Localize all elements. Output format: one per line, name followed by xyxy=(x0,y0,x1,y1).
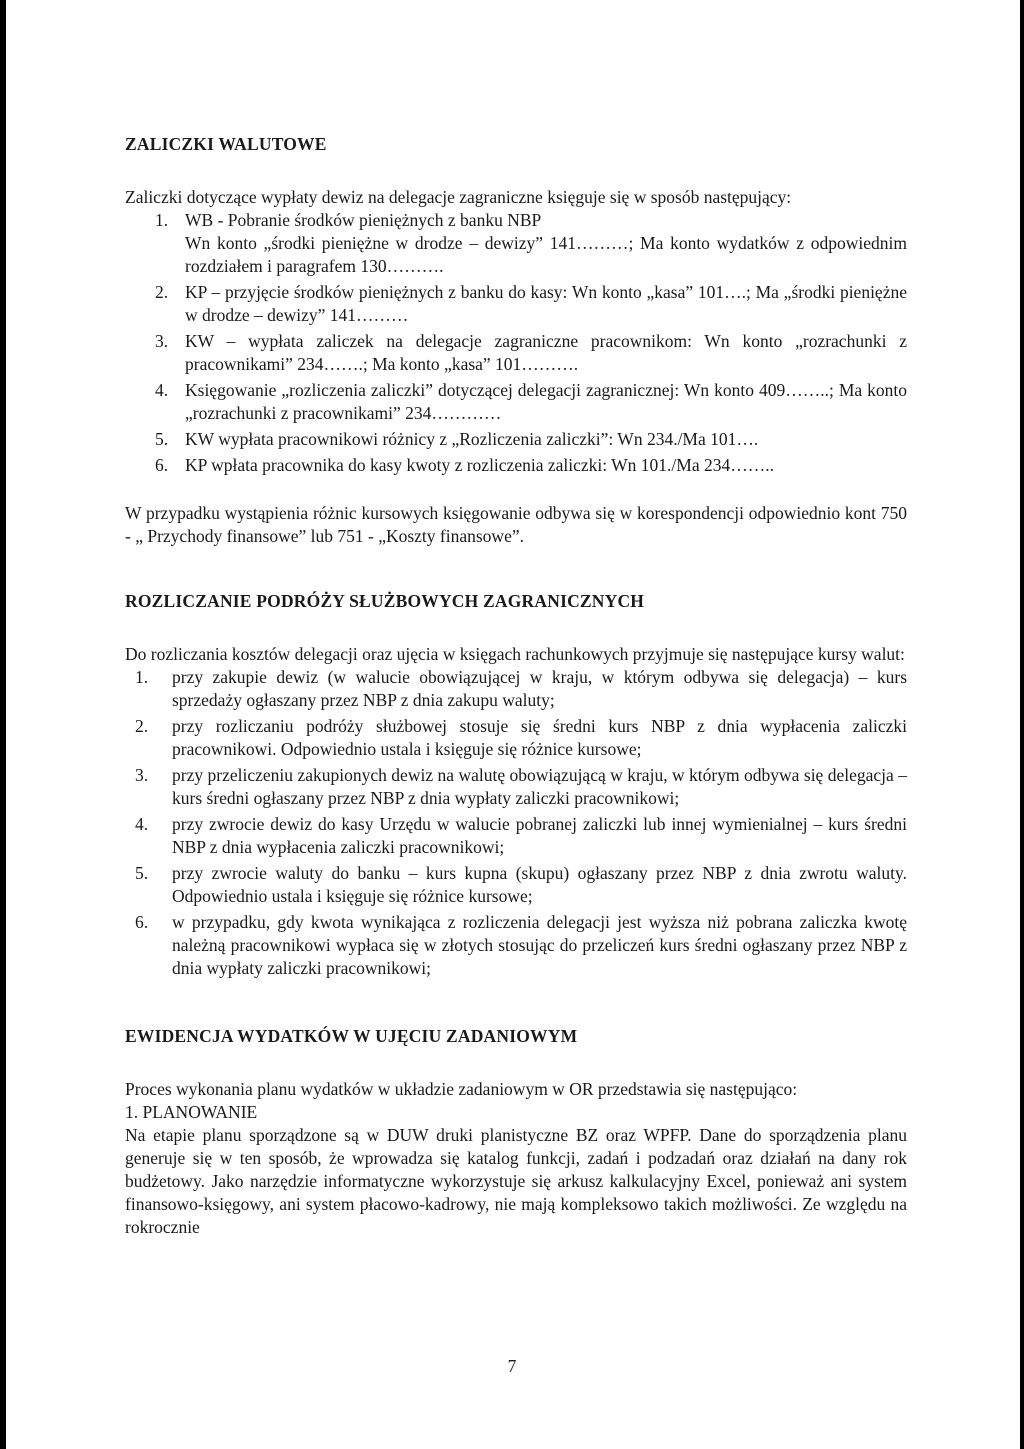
list-item: 6. w przypadku, gdy kwota wynikająca z rozliczenia delegacji jest wyższa niż pobrana zaliczka kwotę należną pracownikowi wypłaca się w złotych stosując do przeliczeń kurs średni ogłaszany przez NBP z dnia wypłaty zaliczki pracownikowi; xyxy=(135,912,907,978)
section3-subheading: 1. PLANOWANIE xyxy=(125,1102,258,1122)
section-heading-ewidencja: EWIDENCJA WYDATKÓW W UJĘCIU ZADANIOWYM xyxy=(125,1026,578,1046)
list-item: 3. przy przeliczeniu zakupionych dewiz na walutę obowiązującą w kraju, w którym odbywa się delegacja – kurs średni ogłaszany przez NBP z dnia wypłaty zaliczki pracownikowi; xyxy=(135,765,907,808)
page-number: 7 xyxy=(507,1356,517,1376)
section3-body: Na etapie planu sporządzone są w DUW druki planistyczne BZ oraz WPFP. Dane do sporządzenia planu generuje się w ten sposób, że wprowadza się katalog funkcji, zadań i podzadań oraz działań na dany rok budżetowy. Jako narzędzie informatyczne wykorzystuje się arkusz kalkulacyjny Excel, ponieważ ani system finansowo-księgowy, ani system płacowo-kadrowy, nie mają kompleksowo takich możliwości. Ze względu na rokrocznie xyxy=(125,1125,907,1237)
section-heading-rozliczanie: ROZLICZANIE PODRÓŻY SŁUŻBOWYCH ZAGRANICZNYCH xyxy=(125,591,645,611)
list-item: 6. KP wpłata pracownika do kasy kwoty z rozliczenia zaliczki: Wn 101./Ma 234…….. xyxy=(155,455,775,475)
list-item: 2. przy rozliczaniu podróży służbowej stosuje się średni kurs NBP z dnia wypłacenia zaliczki pracownikowi. Odpowiednio ustala i księguje się różnice kursowe; xyxy=(135,716,907,759)
section2-list xyxy=(125,666,907,980)
list-item: 3. KW – wypłata zaliczek na delegacje zagraniczne pracownikom: Wn konto „rozrachunki z pracownikami” 234…….; Ma konto „kasa” 101………. xyxy=(155,331,907,374)
list-item: 5. przy zwrocie waluty do banku – kurs kupna (skupu) ogłaszany przez NBP z dnia zwrotu waluty. Odpowiednio ustala i księguje się różnice kursowe; xyxy=(135,863,907,906)
list-item: 1. przy zakupie dewiz (w walucie obowiązującej w kraju, w którym odbywa się delegacja) – kurs sprzedaży ogłaszany przez NBP z dnia zakupu waluty; xyxy=(135,667,907,710)
section1-note: W przypadku wystąpienia różnic kursowych księgowanie odbywa się w korespondencji odpowiednio kont 750 - „ Przychody finansowe” lub 751 - „Koszty finansowe”. xyxy=(125,503,907,546)
list-item: 2. KP – przyjęcie środków pieniężnych z banku do kasy: Wn konto „kasa” 101….; Ma „środki pieniężne w drodze – dewizy” 141……… xyxy=(155,282,907,325)
list-item: 4. przy zwrocie dewiz do kasy Urzędu w walucie pobranej zaliczki lub innej wymienialnej – kurs średni NBP z dnia wypłacenia zaliczki pracownikowi; xyxy=(135,814,907,857)
section1-intro: Zaliczki dotyczące wypłaty dewiz na delegacje zagraniczne księguje się w sposób następujący: xyxy=(125,187,792,207)
left-scan-border xyxy=(0,0,6,1449)
section-heading-zaliczki: ZALICZKI WALUTOWE xyxy=(125,134,327,154)
section1-list xyxy=(125,209,907,477)
section3-intro: Proces wykonania planu wydatków w układzie zadaniowym w OR przedstawia się następująco: xyxy=(125,1079,798,1099)
right-scan-border xyxy=(1020,0,1024,1449)
page-content xyxy=(125,133,907,1239)
section2-intro: Do rozliczania kosztów delegacji oraz ujęcia w księgach rachunkowych przyjmuje się następujące kursy walut: xyxy=(125,644,905,664)
list-item: 1. WB - Pobranie środków pieniężnych z banku NBP Wn konto „środki pieniężne w drodze – dewizy” 141………; Ma konto wydatków z odpowiednim rozdziałem i paragrafem 130………. xyxy=(155,210,907,276)
list-item: 5. KW wypłata pracownikowi różnicy z „Rozliczenia zaliczki”: Wn 234./Ma 101…. xyxy=(155,429,759,449)
list-item: 4. Księgowanie „rozliczenia zaliczki” dotyczącej delegacji zagranicznej: Wn konto 409……..; Ma konto „rozrachunki z pracownikami” 234………… xyxy=(155,380,907,423)
